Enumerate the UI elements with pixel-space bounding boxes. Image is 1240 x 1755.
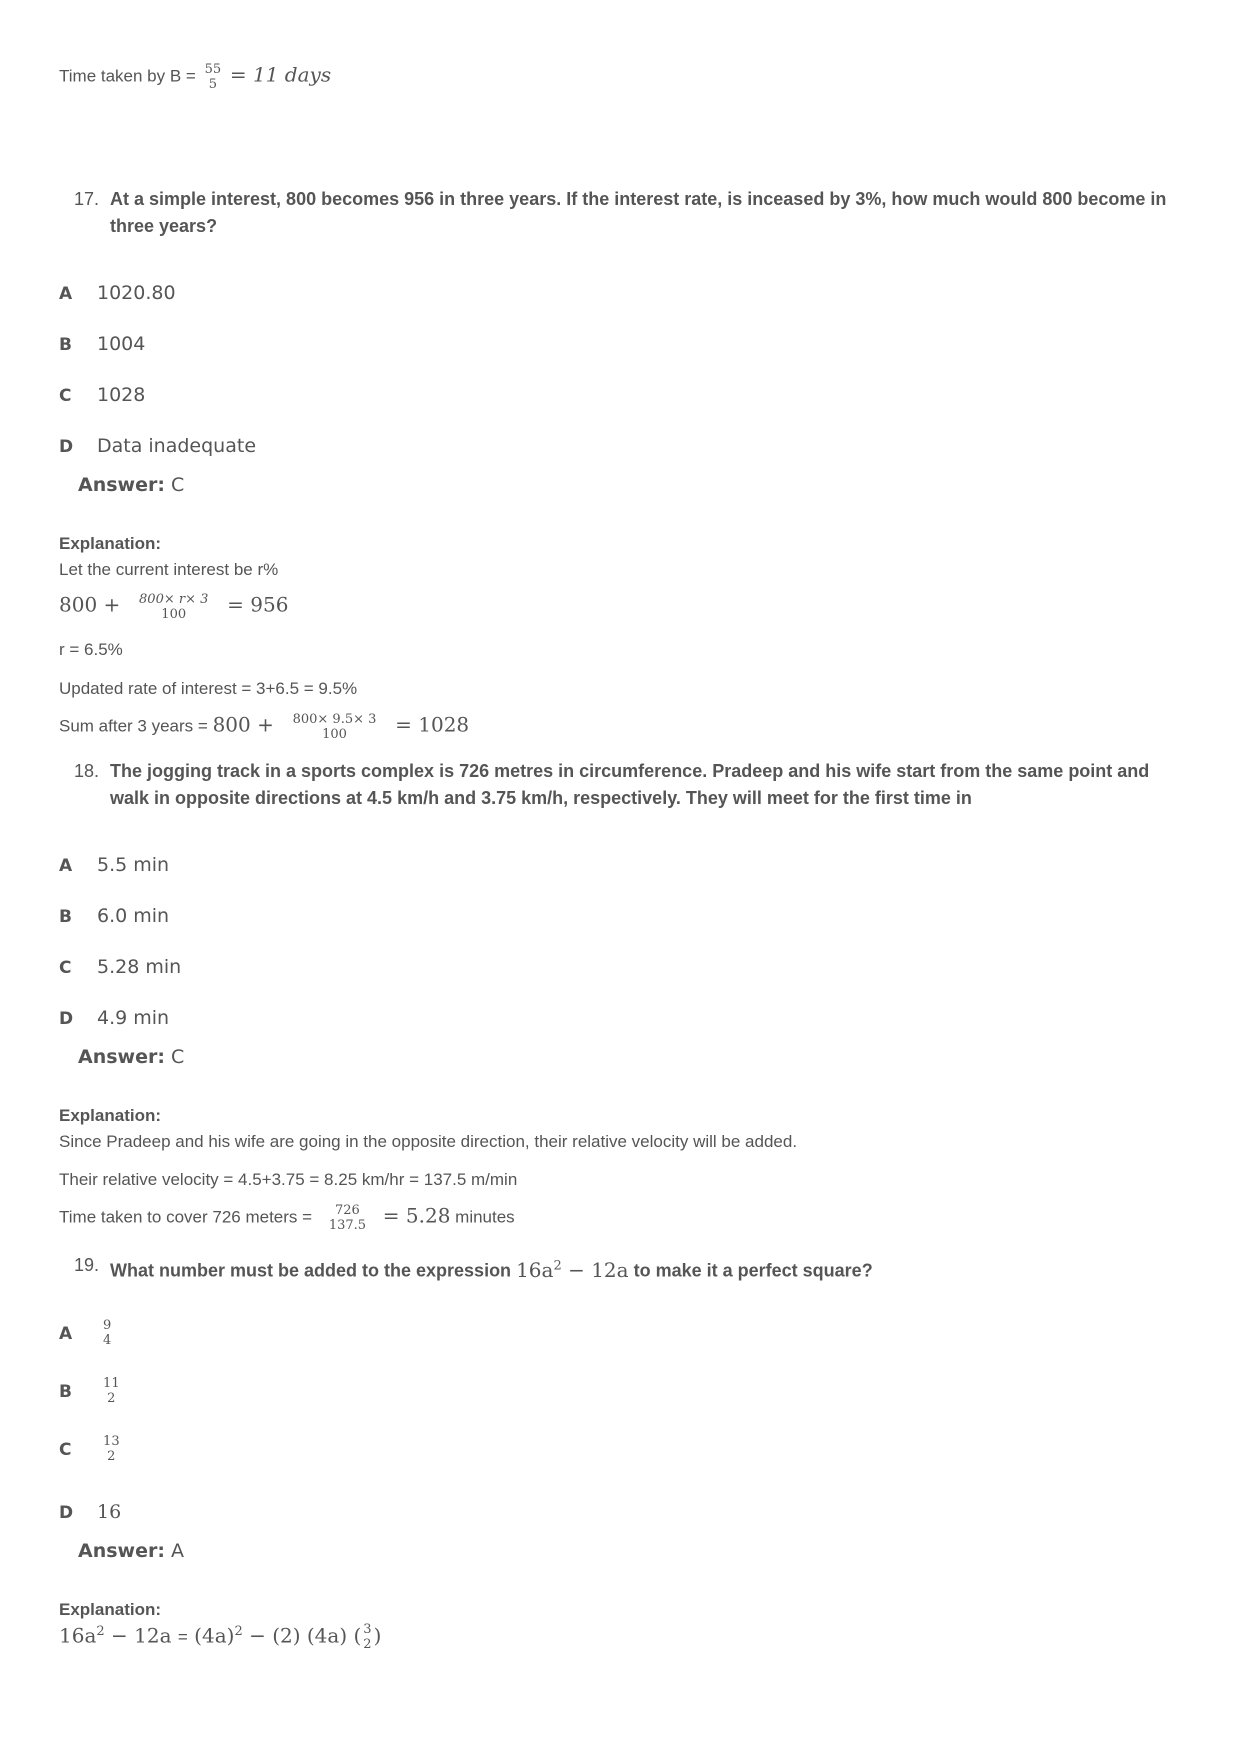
explanation-heading: Explanation: (59, 1106, 162, 1125)
equation-fraction (139, 592, 208, 622)
option-a[interactable] (59, 282, 176, 304)
fraction-numerator: 13 (103, 1434, 120, 1449)
option-c[interactable] (59, 956, 181, 978)
time-taken-label: Time taken by B = (59, 66, 196, 86)
option-value: 5.28 min (97, 956, 182, 978)
fraction-denominator: 100 (161, 607, 187, 622)
equation-fraction (293, 712, 377, 742)
option-d[interactable] (59, 1501, 121, 1523)
option-letter: C (59, 386, 72, 406)
explanation-line: Their relative velocity = 4.5+3.75 = 8.25 km/hr = 137.5 m/min (59, 1170, 518, 1189)
option-letter: A (59, 1323, 73, 1344)
expr-exponent: 2 (553, 1258, 562, 1273)
time-result: = 11 days (229, 62, 332, 87)
rhs-term2: − (2) (4a) ( (249, 1623, 362, 1648)
answer-value: A (171, 1540, 184, 1562)
question-19 (74, 1252, 1184, 1285)
option-b[interactable] (59, 905, 169, 927)
option-letter: B (59, 1381, 72, 1402)
answer-value: C (171, 474, 185, 496)
question-text: At a simple interest, 800 becomes 956 in three years. If the interest rate, is inceased by 3%, how much would 800 become in three years? (110, 189, 1167, 236)
question-text-post: to make it a perfect square? (633, 1260, 873, 1281)
question-expression (516, 1258, 629, 1282)
fraction-numerator: 3 (363, 1622, 372, 1637)
rhs-exponent: 2 (234, 1623, 243, 1639)
equation-rhs: = 1028 (395, 712, 470, 737)
expr-rest: − 12a (568, 1257, 629, 1282)
time-taken-line (59, 62, 331, 92)
question-number: 18. (74, 761, 100, 781)
question-17 (74, 186, 1184, 240)
lhs-base: 16a (59, 1623, 97, 1648)
question-text-pre: What number must be added to the expression (110, 1260, 512, 1281)
option-a[interactable] (59, 1318, 111, 1348)
option-value: 1028 (97, 384, 146, 406)
explanation-line: Let the current interest be r% (59, 560, 279, 579)
equation-rhs: = 956 (227, 592, 289, 617)
option-letter: D (59, 1009, 74, 1029)
fraction-denominator: 2 (363, 1637, 372, 1652)
option-letter: B (59, 335, 72, 355)
option-b[interactable] (59, 1376, 120, 1406)
rhs-term1: (4a) (194, 1623, 235, 1648)
fraction-numerator: 800× r× 3 (139, 592, 209, 607)
equation-unit: minutes (455, 1207, 515, 1227)
explanation-heading: Explanation: (59, 1600, 162, 1619)
question-number: 19. (74, 1255, 100, 1275)
fraction-denominator: 100 (322, 727, 347, 742)
question-text (74, 1252, 1184, 1285)
explanation-line: Updated rate of interest = 3+6.5 = 9.5% (59, 679, 358, 698)
equation-line (59, 712, 469, 742)
option-d[interactable] (59, 1007, 169, 1029)
equation-line (59, 1203, 515, 1233)
option-value: 6.0 min (97, 905, 170, 927)
option-c[interactable] (59, 1434, 120, 1464)
equals-sign: = (177, 1627, 188, 1647)
option-c[interactable] (59, 384, 145, 406)
fraction-denominator: 4 (103, 1333, 112, 1348)
equation-line (59, 592, 288, 622)
option-value: 5.5 min (97, 854, 170, 876)
fraction-numerator: 55 (204, 62, 222, 77)
fraction-numerator: 800× 9.5× 3 (292, 712, 377, 727)
lhs-exponent: 2 (96, 1623, 105, 1639)
option-d[interactable] (59, 435, 256, 457)
option-value: 1020.80 (97, 282, 176, 304)
option-value: 16 (97, 1501, 122, 1523)
rhs-close: ) (373, 1623, 382, 1648)
equation-fraction (329, 1203, 366, 1233)
option-fraction (103, 1318, 111, 1348)
answer (78, 474, 184, 496)
equation-lhs: 800 + (212, 712, 274, 737)
equation-lhs: 800 + (59, 592, 121, 617)
fraction-numerator: 11 (103, 1376, 120, 1391)
answer (78, 1540, 184, 1562)
explanation-line: r = 6.5% (59, 640, 123, 659)
answer-label: Answer: (78, 1540, 165, 1562)
question-text: The jogging track in a sports complex is 726 metres in circumference. Pradeep and his wife start from the same point and walk in opposite directions at 4.5 km/h and 3.75 km/h, respectively. They will meet for the first time in (110, 761, 1150, 808)
option-letter: B (59, 907, 72, 927)
question-number: 17. (74, 189, 100, 209)
fraction-denominator: 5 (208, 77, 217, 92)
equation-line (59, 1622, 381, 1652)
option-value: Data inadequate (97, 435, 257, 457)
equation-label: Sum after 3 years = (59, 716, 208, 736)
option-letter: A (59, 284, 73, 304)
fraction-numerator: 9 (103, 1318, 112, 1333)
option-fraction (103, 1434, 120, 1464)
option-letter: D (59, 1503, 74, 1523)
fraction-denominator: 2 (107, 1391, 116, 1406)
question-18 (74, 758, 1184, 812)
equation-rhs: = 5.28 (382, 1203, 451, 1228)
option-a[interactable] (59, 854, 169, 876)
option-letter: D (59, 437, 74, 457)
answer-value: C (171, 1046, 185, 1068)
expr-base: 16a (516, 1257, 554, 1282)
explanation-line: Since Pradeep and his wife are going in the opposite direction, their relative velocity will be added. (59, 1132, 798, 1151)
fraction-denominator: 137.5 (328, 1218, 367, 1233)
lhs-rest: − 12a (111, 1623, 172, 1648)
fraction-denominator: 2 (107, 1449, 116, 1464)
option-value: 1004 (97, 333, 146, 355)
fraction-numerator: 726 (335, 1203, 360, 1218)
answer-label: Answer: (78, 1046, 165, 1068)
explanation-heading: Explanation: (59, 534, 162, 553)
answer (78, 1046, 184, 1068)
option-letter: C (59, 958, 72, 978)
option-b[interactable] (59, 333, 145, 355)
option-letter: A (59, 856, 73, 876)
option-value: 4.9 min (97, 1007, 170, 1029)
answer-label: Answer: (78, 474, 165, 496)
option-letter: C (59, 1439, 72, 1460)
equation-label: Time taken to cover 726 meters = (59, 1207, 313, 1227)
rhs-fraction (363, 1622, 371, 1652)
option-fraction (103, 1376, 120, 1406)
time-fraction (205, 62, 222, 92)
